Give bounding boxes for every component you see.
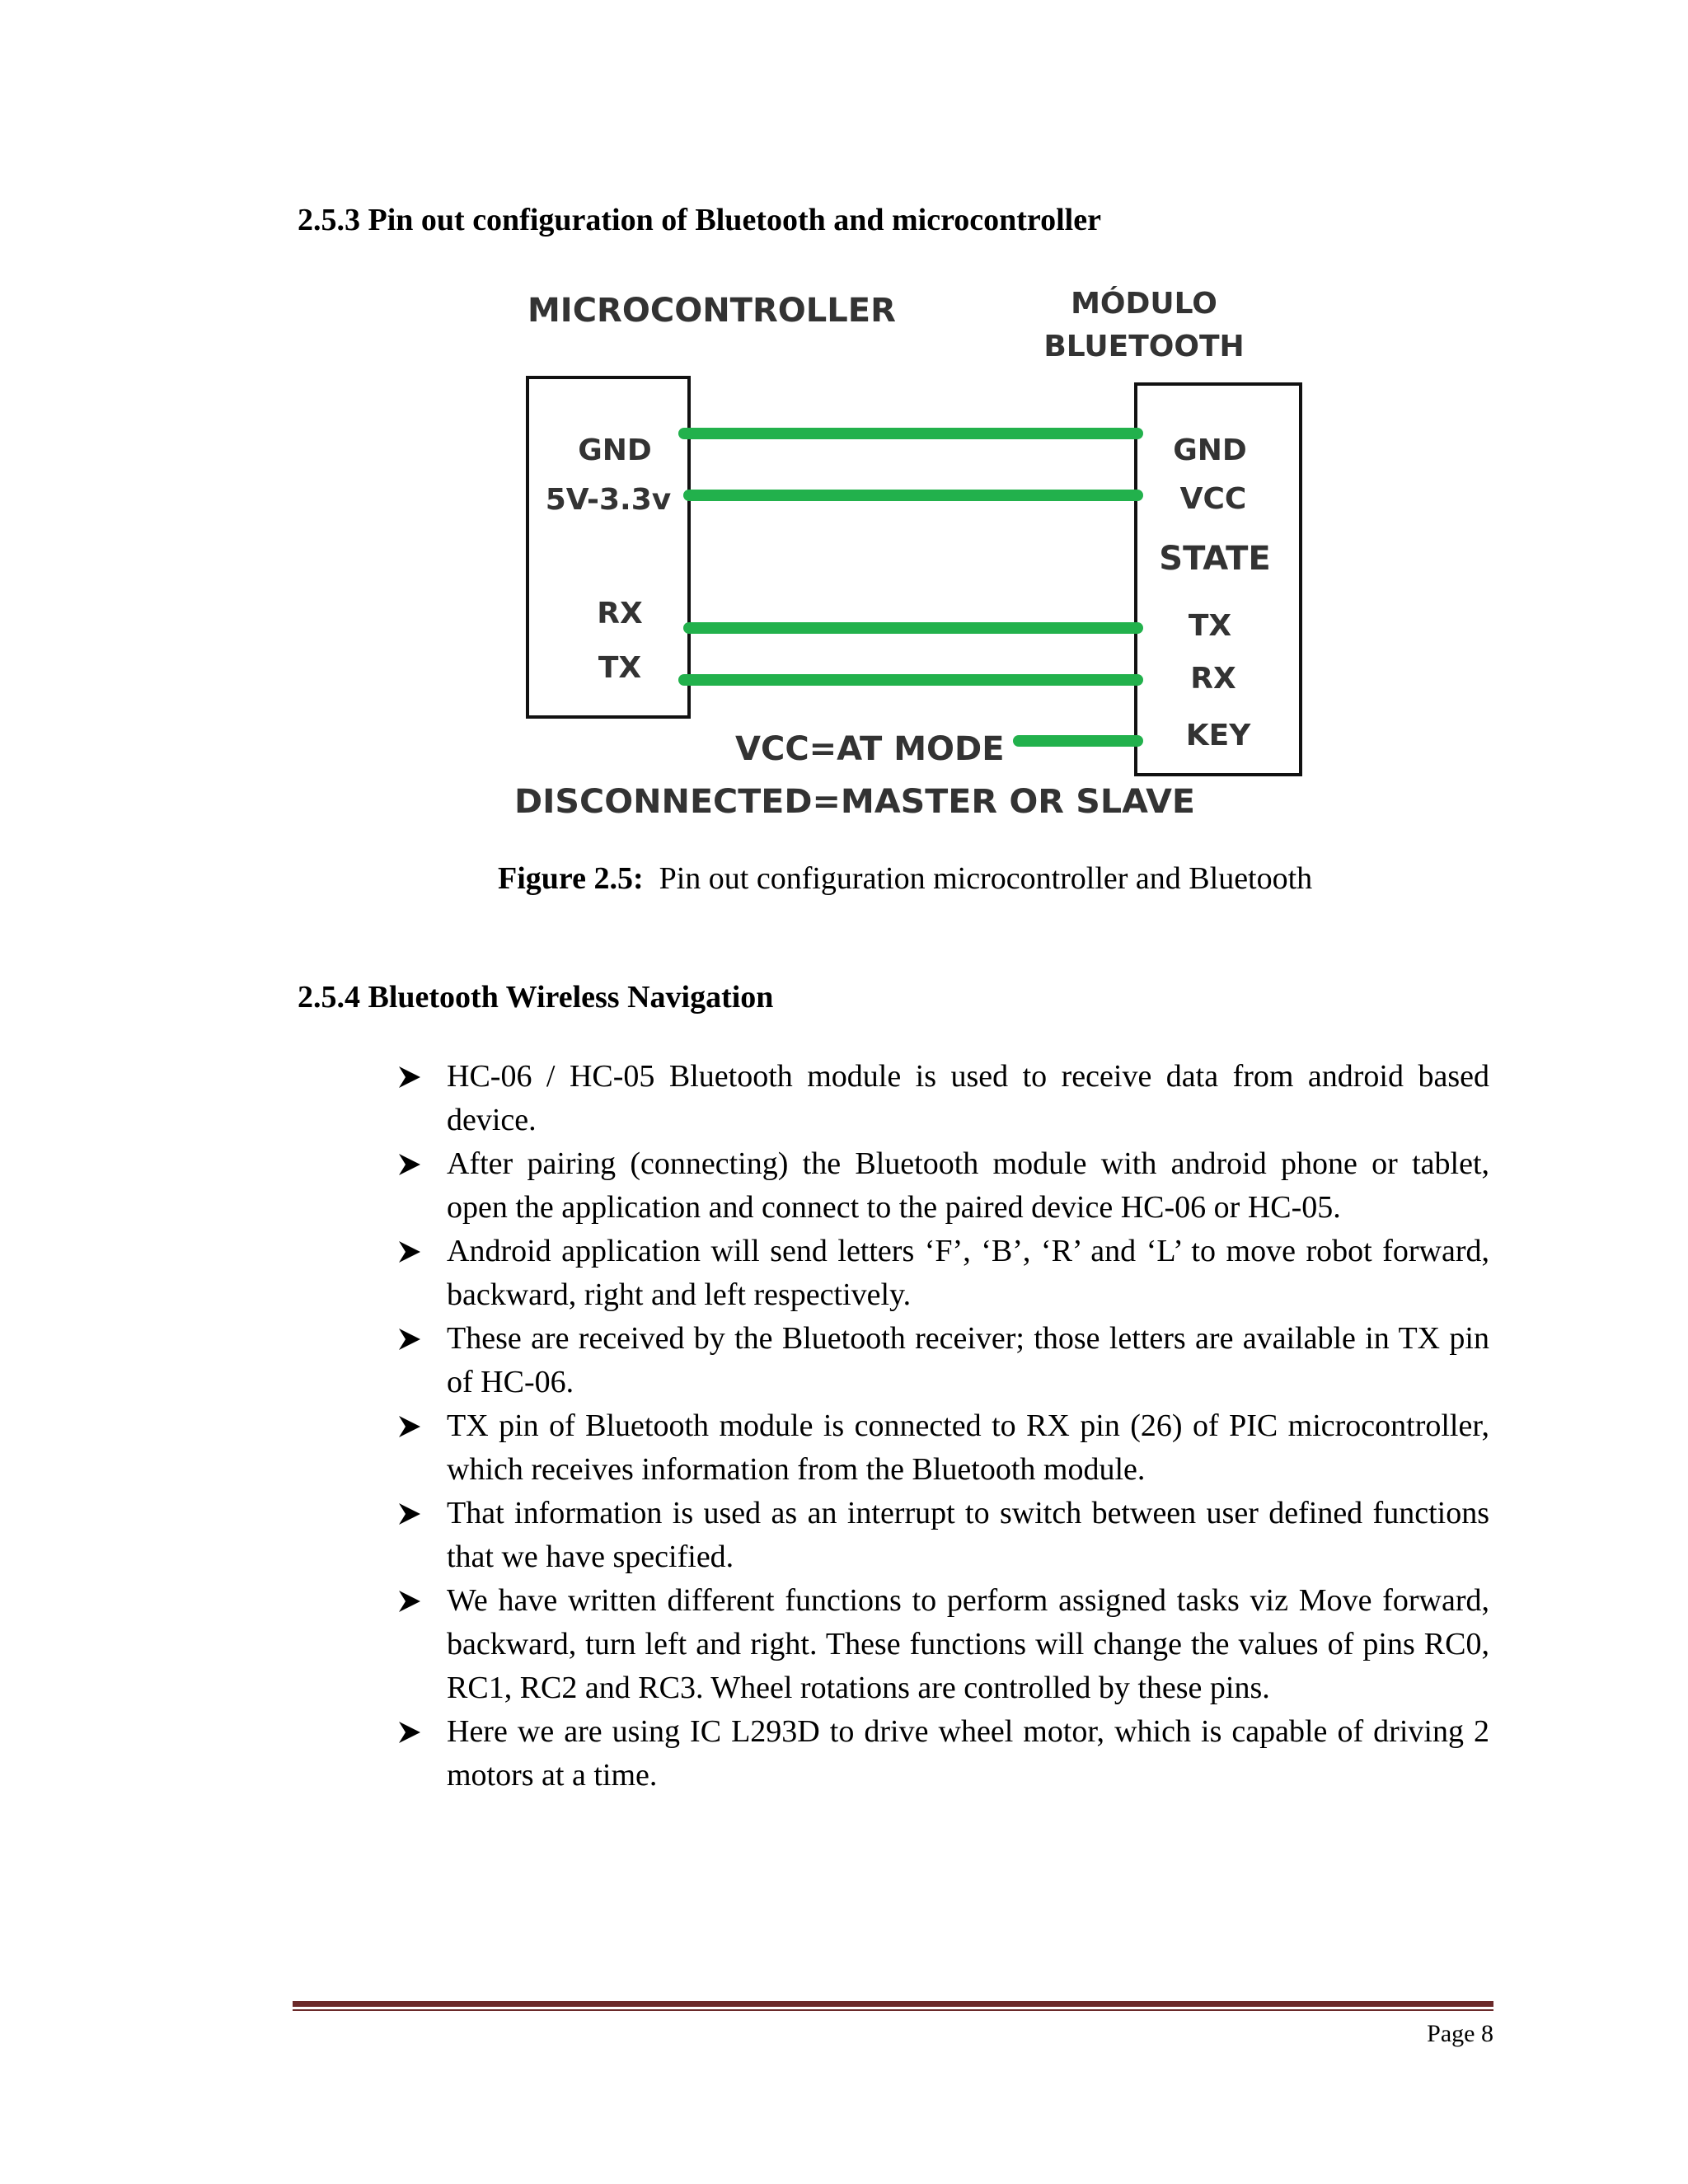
arrowhead-bullet-icon xyxy=(397,1414,422,1439)
left-pin-rx: RX xyxy=(597,597,643,630)
list-item xyxy=(397,1230,1489,1317)
figure-caption xyxy=(498,860,1312,897)
note-vcc-at-mode: VCC=AT MODE xyxy=(735,730,1005,768)
diagram-title-bluetooth: BLUETOOTH xyxy=(1043,330,1245,363)
page-number: Page 8 xyxy=(1427,2020,1493,2047)
note-disconnected: DISCONNECTED=MASTER OR SLAVE xyxy=(514,783,1195,821)
right-pin-tx: TX xyxy=(1188,609,1232,643)
pinout-diagram xyxy=(503,279,1368,832)
footer-rule-thin xyxy=(293,2009,1493,2011)
list-item xyxy=(397,1055,1489,1142)
list-item-text: Here we are using IC L293D to drive wheel motor, which is capable of driving 2 motors at a time. xyxy=(447,1714,1489,1793)
figure-caption-text: Pin out configuration microcontroller and Bluetooth xyxy=(659,861,1313,896)
right-pin-gnd: GND xyxy=(1173,434,1247,467)
left-pin-tx: TX xyxy=(598,651,642,685)
list-item-text: HC-06 / HC-05 Bluetooth module is used to receive data from android based device. xyxy=(447,1059,1489,1137)
right-pin-vcc: VCC xyxy=(1179,482,1247,516)
arrowhead-bullet-icon xyxy=(397,1502,422,1526)
pinout-diagram-figure xyxy=(503,279,1368,832)
diagram-title-microcontroller: MICROCONTROLLER xyxy=(528,292,896,330)
arrowhead-bullet-icon xyxy=(397,1589,422,1614)
figure-caption-label: Figure 2.5: xyxy=(498,861,644,896)
arrowhead-bullet-icon xyxy=(397,1327,422,1352)
list-item-text: These are received by the Bluetooth receiver; those letters are available in TX pin of HC-06. xyxy=(447,1321,1489,1399)
list-item-text: TX pin of Bluetooth module is connected to RX pin (26) of PIC microcontroller, which receives information from the Bluetooth module. xyxy=(447,1408,1489,1487)
section-heading-pinout: 2.5.3 Pin out configuration of Bluetooth and microcontroller xyxy=(298,203,1101,237)
footer-rule xyxy=(293,2001,1493,2007)
arrowhead-bullet-icon xyxy=(397,1065,422,1090)
arrowhead-bullet-icon xyxy=(397,1152,422,1177)
list-item xyxy=(397,1404,1489,1492)
list-item-text: Android application will send letters ‘F’, ‘B’, ‘R’ and ‘L’ to move robot forward, backward, right and left respectively. xyxy=(447,1234,1489,1312)
right-pin-state: STATE xyxy=(1159,540,1271,578)
list-item-text: After pairing (connecting) the Bluetooth module with android phone or tablet, open the application and connect to the paired device HC-06 or HC-05. xyxy=(447,1146,1489,1225)
arrowhead-bullet-icon xyxy=(397,1720,422,1745)
right-pin-rx: RX xyxy=(1190,662,1236,696)
list-item xyxy=(397,1710,1489,1797)
bullet-list xyxy=(397,1055,1489,1797)
arrowhead-bullet-icon xyxy=(397,1240,422,1264)
list-item-text: We have written different functions to perform assigned tasks viz Move forward, backward, turn left and right. These functions will change the values of pins RC0, RC1, RC2 and RC3. Wheel rotations are controlled by these pins. xyxy=(447,1583,1489,1705)
diagram-title-modulo: MÓDULO xyxy=(1071,287,1217,321)
list-item xyxy=(397,1317,1489,1404)
list-item xyxy=(397,1142,1489,1230)
list-item xyxy=(397,1579,1489,1710)
list-item-text: That information is used as an interrupt to switch between user defined functions that we have specified. xyxy=(447,1496,1489,1574)
section-heading-navigation: 2.5.4 Bluetooth Wireless Navigation xyxy=(298,980,774,1015)
right-pin-key: KEY xyxy=(1185,719,1251,752)
list-item xyxy=(397,1492,1489,1579)
left-pin-gnd: GND xyxy=(578,434,652,467)
left-pin-5v-3v3: 5V-3.3v xyxy=(545,483,672,517)
